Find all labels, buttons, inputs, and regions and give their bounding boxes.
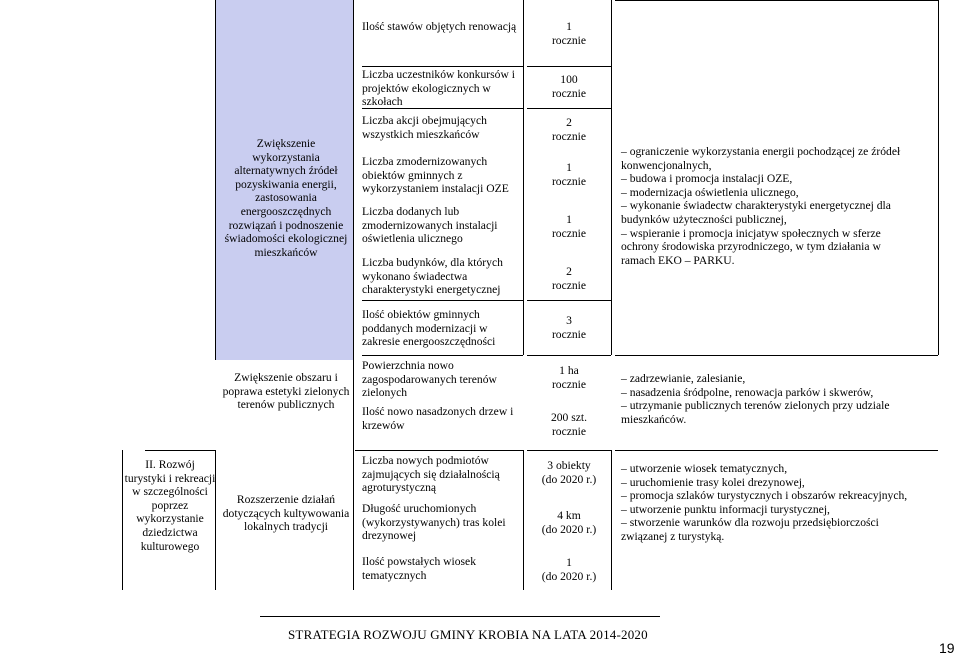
- grid-line: [122, 450, 123, 590]
- value-contests: 100 rocznie: [551, 73, 587, 100]
- grid-line: [523, 450, 524, 590]
- grid-line: [938, 0, 939, 355]
- value-lighting: 1 rocznie: [551, 213, 587, 240]
- indicator-green-area: Powierzchnia nowo zagospodarowanych terenów zielonych: [362, 359, 497, 400]
- tasks-green: – zadrzewianie, zalesianie, – nasadzenia śródpolne, renowacja parków i skwerów, – utrzymanie publicznych terenów zielonych przy udziale mieszkańców.: [621, 372, 890, 426]
- objective-oze: Zwiększenie wykorzystania alternatywnych źródeł pozyskiwania energii, zastosowania energooszczędnych rozwiązań i podnoszenie świadomości ekologicznej mieszkańców: [224, 137, 348, 259]
- grid-line: [215, 0, 216, 360]
- indicator-ponds: Ilość stawów objętych renowacją: [362, 20, 517, 33]
- grid-line: [362, 355, 523, 356]
- value-villages: 1 (do 2020 r.): [541, 556, 597, 583]
- objective-tourism: Rozszerzenie działań dotyczących kultywowania lokalnych tradycji: [222, 493, 350, 534]
- footer-title: STRATEGIA ROZWOJU GMINY KROBIA NA LATA 2014-2020: [288, 627, 648, 642]
- value-modernized: 1 rocznie: [551, 161, 587, 188]
- grid-line: [615, 450, 938, 451]
- indicator-villages: Ilość powstałych wiosek tematycznych: [362, 555, 476, 582]
- value-trees: 200 szt. rocznie: [550, 411, 588, 438]
- value-actions: 2 rocznie: [551, 116, 587, 143]
- indicator-actions: Liczba akcji obejmujących wszystkich mieszkańców: [362, 114, 487, 141]
- grid-line: [523, 0, 524, 355]
- grid-line: [355, 450, 523, 451]
- indicator-certificates: Liczba budynków, dla których wykonano świadectwa charakterystyki energetycznej: [362, 256, 503, 297]
- grid-line: [527, 300, 611, 301]
- indicator-trail: Długość uruchomionych (wykorzystywanych) tras kolei drezynowej: [362, 502, 506, 543]
- page-number: 19: [939, 640, 955, 656]
- value-certificates: 2 rocznie: [551, 265, 587, 292]
- grid-line: [611, 450, 612, 590]
- value-trail: 4 km (do 2020 r.): [541, 509, 597, 536]
- grid-line: [527, 355, 611, 356]
- grid-line: [615, 0, 938, 1]
- grid-line: [611, 0, 612, 355]
- objective-green: Zwiększenie obszaru i poprawa estetyki zielonych terenów publicznych: [222, 371, 350, 412]
- grid-line: [615, 355, 938, 356]
- grid-line: [145, 450, 215, 451]
- grid-line: [527, 66, 611, 67]
- indicator-energy-saving: Ilość obiektów gminnych poddanych modernizacji w zakresie energooszczędności: [362, 308, 496, 349]
- section-label-ii: II. Rozwój turystyki i rekreacji w szczególności poprzez wykorzystanie dziedzictwa kulturowego: [124, 458, 216, 553]
- grid-line: [362, 66, 523, 67]
- grid-line: [527, 108, 611, 109]
- indicator-contests: Liczba uczestników konkursów i projektów ekologicznych w szkołach: [362, 68, 515, 109]
- value-energy-saving: 3 rocznie: [551, 314, 587, 341]
- value-agro: 3 obiekty (do 2020 r.): [541, 459, 597, 486]
- footer-rule: [260, 616, 660, 617]
- value-ponds: 1 rocznie: [551, 20, 587, 47]
- tasks-oze: – ograniczenie wykorzystania energii pochodzącej ze źródeł konwencjonalnych, – budowa i promocja instalacji OZE, – modernizacja oświetlenia ulicznego, – wykonanie świadectw charakterystyki energetycznej dla budynków użyteczności publicznej, – wspieranie i promocja inicjatyw społecznych w sferze ochrony środowiska przyrodniczego, w tym działania w ramach EKO – PARKU.: [621, 145, 901, 267]
- grid-line: [353, 0, 354, 590]
- indicator-trees: Ilość nowo nasadzonych drzew i krzewów: [362, 405, 514, 432]
- grid-line: [362, 300, 523, 301]
- indicator-agro: Liczba nowych podmiotów zajmujących się działalnością agroturystyczną: [362, 454, 500, 495]
- tasks-tourism: – utworzenie wiosek tematycznych, – uruchomienie trasy kolei drezynowej, – promocja szlaków turystycznych i obszarów rekreacyjnych, – utworzenie punktu informacji turystycznej, – stworzenie warunków dla rozwoju przedsiębiorczości związanej z turystyką.: [621, 462, 908, 543]
- value-green-area: 1 ha rocznie: [551, 364, 587, 391]
- grid-line: [527, 450, 611, 451]
- indicator-modernized: Liczba zmodernizowanych obiektów gminnych z wykorzystaniem instalacji OZE: [362, 155, 509, 196]
- indicator-lighting: Liczba dodanych lub zmodernizowanych instalacji oświetlenia ulicznego: [362, 205, 498, 246]
